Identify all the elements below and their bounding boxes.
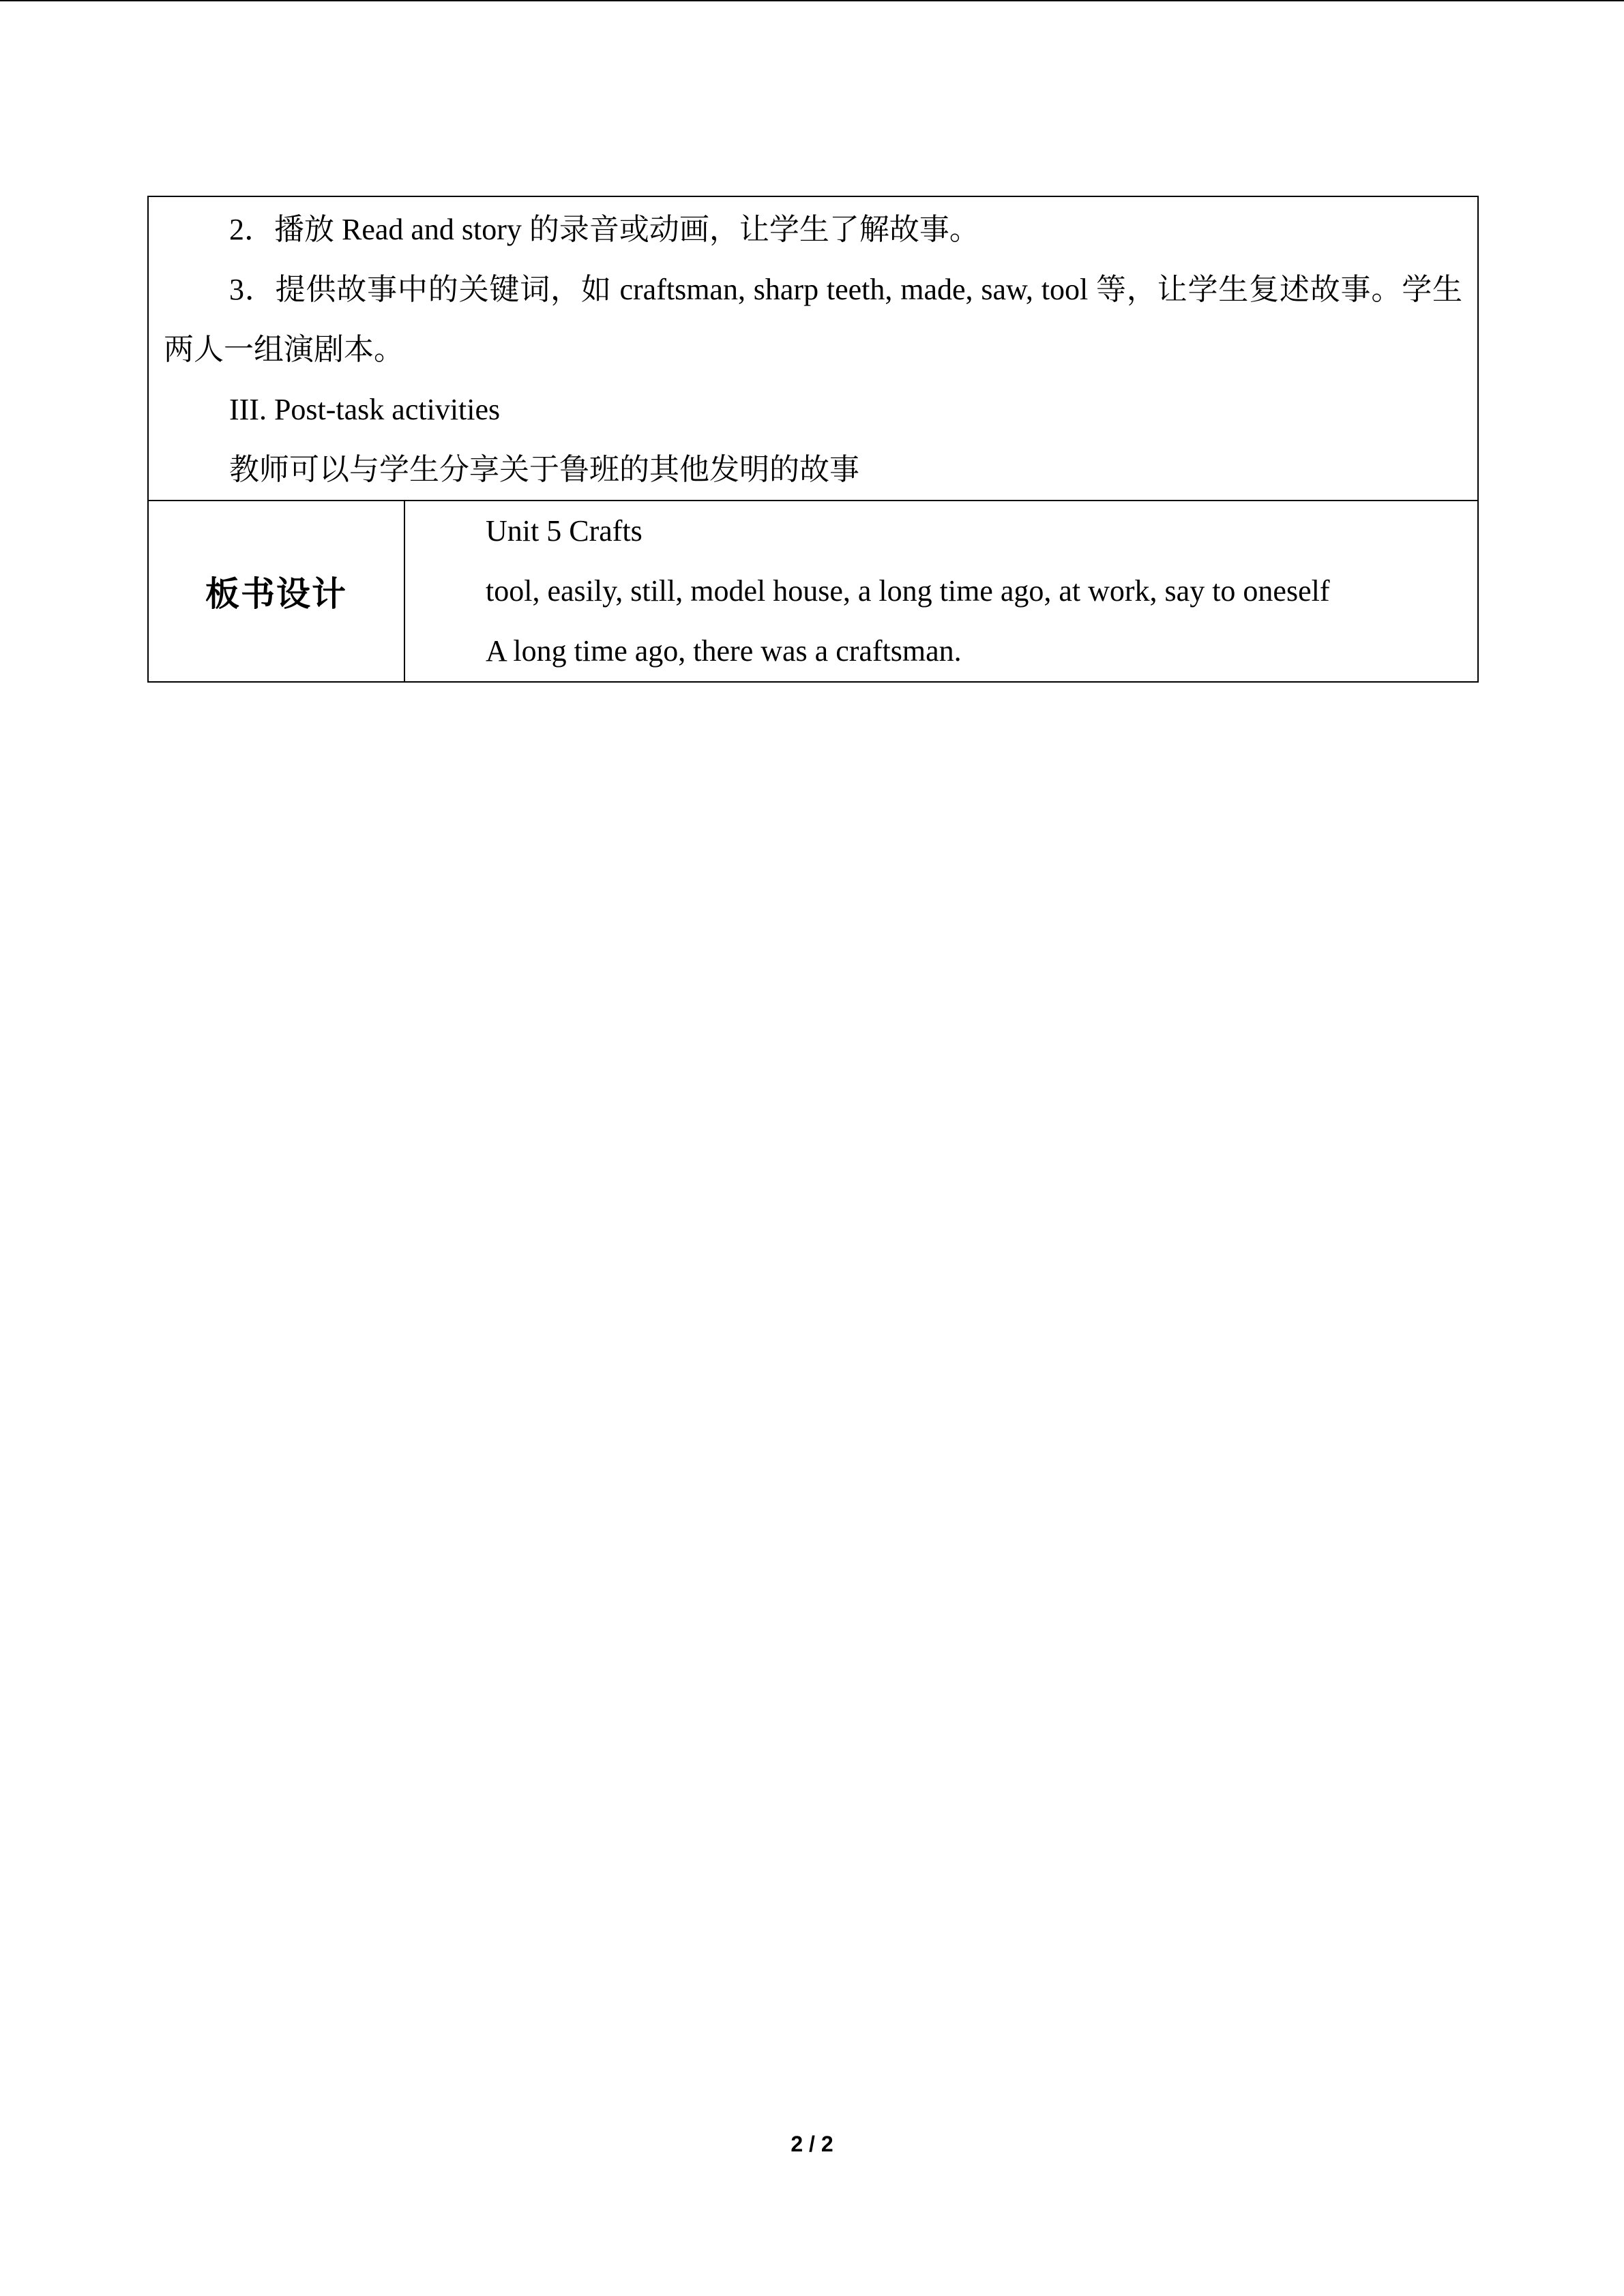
page-number: 2 / 2 (791, 2132, 833, 2156)
procedure-step-3: 3．提供故事中的关键词，如 craftsman, sharp teeth, made, saw, tool 等，让学生复述故事。学生两人一组演剧本。 (164, 273, 1463, 366)
board-design-content-cell (404, 501, 1478, 682)
board-design-label-cell (148, 501, 404, 682)
board-line-sentence: A long time ago, there was a craftsman. (486, 634, 962, 668)
lesson-plan-table (147, 196, 1479, 683)
board-design-row (148, 501, 1478, 682)
board-design-label: 板书设计 (205, 574, 347, 614)
post-task-text: 教师可以与学生分享关于鲁班的其他发明的故事 (229, 453, 859, 486)
procedure-cell (148, 196, 1478, 501)
page-top-border (0, 0, 1624, 1)
procedure-row (148, 196, 1478, 501)
board-line-unit-title: Unit 5 Crafts (486, 514, 643, 548)
board-line-vocabulary: tool, easily, still, model house, a long time ago, at work, say to oneself (486, 574, 1330, 608)
procedure-step-2: 2．播放 Read and story 的录音或动画，让学生了解故事。 (229, 213, 979, 246)
post-task-heading: III. Post-task activities (229, 393, 501, 426)
